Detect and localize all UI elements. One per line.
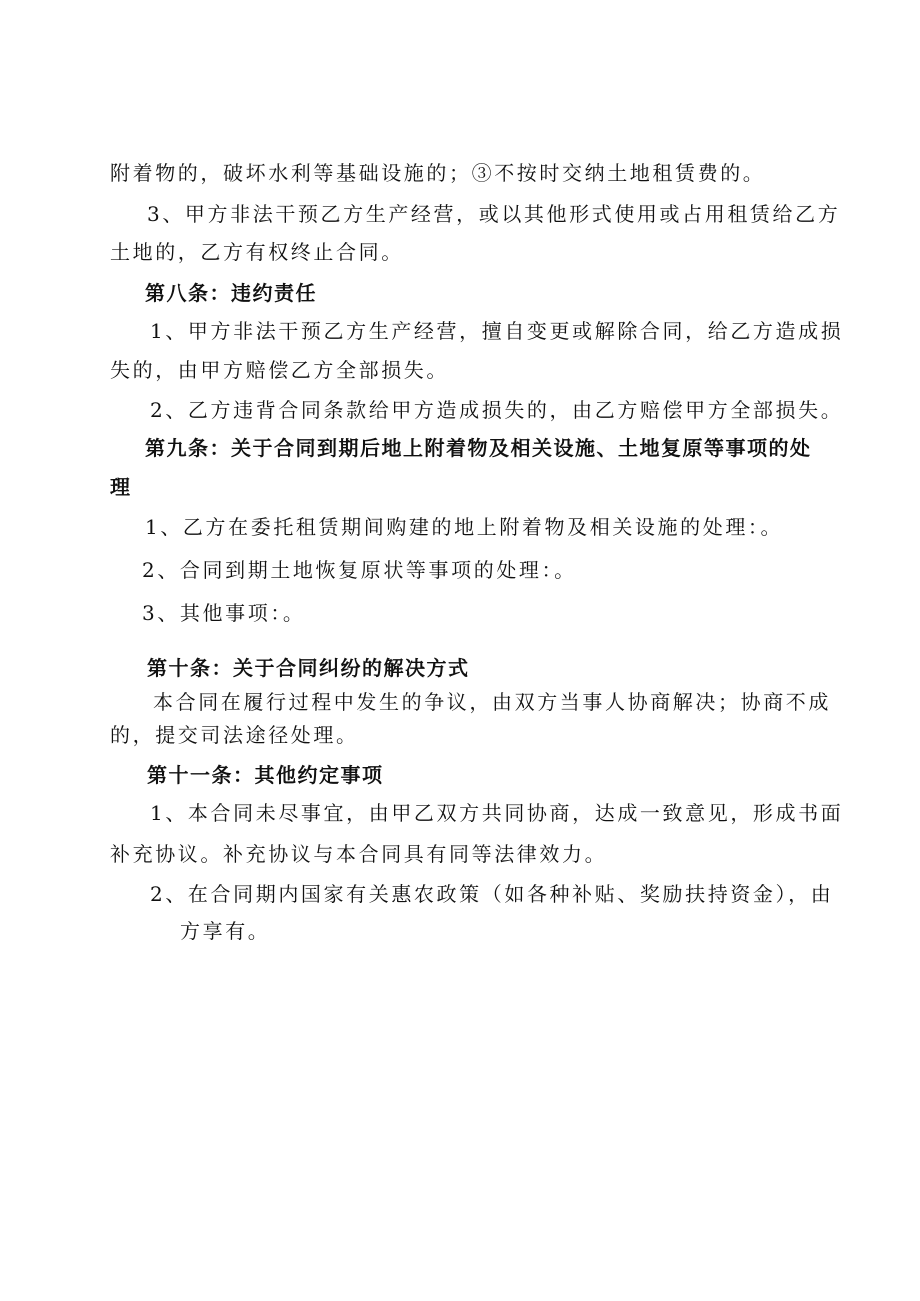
section-heading: 第九条：关于合同到期后地上附着物及相关设施、土地复原等事项的处 (145, 436, 812, 460)
text-line: 2、在合同期内国家有关惠农政策（如各种补贴、奖励扶持资金），由 (150, 882, 834, 906)
text-line: 附着物的，破坏水利等基础设施的；③不按时交纳土地租赁费的。 (110, 161, 766, 185)
text-line: 土地的，乙方有权终止合同。 (110, 240, 404, 264)
text-line: 1、乙方在委托租赁期间购建的地上附着物及相关设施的处理：。 (145, 515, 784, 539)
text-line: 失的，由甲方赔偿乙方全部损失。 (110, 358, 449, 382)
text-line: 的，提交司法途径处理。 (110, 723, 359, 747)
text-line: 补充协议。补充协议与本合同具有同等法律效力。 (110, 842, 608, 866)
text-line: 2、合同到期土地恢复原状等事项的处理：。 (142, 558, 577, 582)
section-heading: 第十一条：其他约定事项 (147, 763, 384, 787)
text-line: 3、其他事项：。 (142, 601, 306, 625)
text-line: 1、甲方非法干预乙方生产经营，擅自变更或解除合同，给乙方造成损 (150, 319, 844, 343)
section-heading: 第八条：违约责任 (145, 281, 317, 305)
text-line: 2、乙方违背合同条款给甲方造成损失的，由乙方赔偿甲方全部损失。 (150, 398, 844, 422)
section-heading: 第十条：关于合同纠纷的解决方式 (147, 656, 470, 680)
text-line: 1、本合同未尽事宜，由甲乙双方共同协商，达成一致意见，形成书面 (150, 801, 844, 825)
section-heading: 理 (110, 475, 132, 499)
text-line: 3、甲方非法干预乙方生产经营，或以其他形式使用或占用租赁给乙方 (147, 202, 841, 226)
text-line: 本合同在履行过程中发生的争议，由双方当事人协商解决；协商不成 (153, 690, 831, 714)
text-line: 方享有。 (180, 919, 271, 943)
